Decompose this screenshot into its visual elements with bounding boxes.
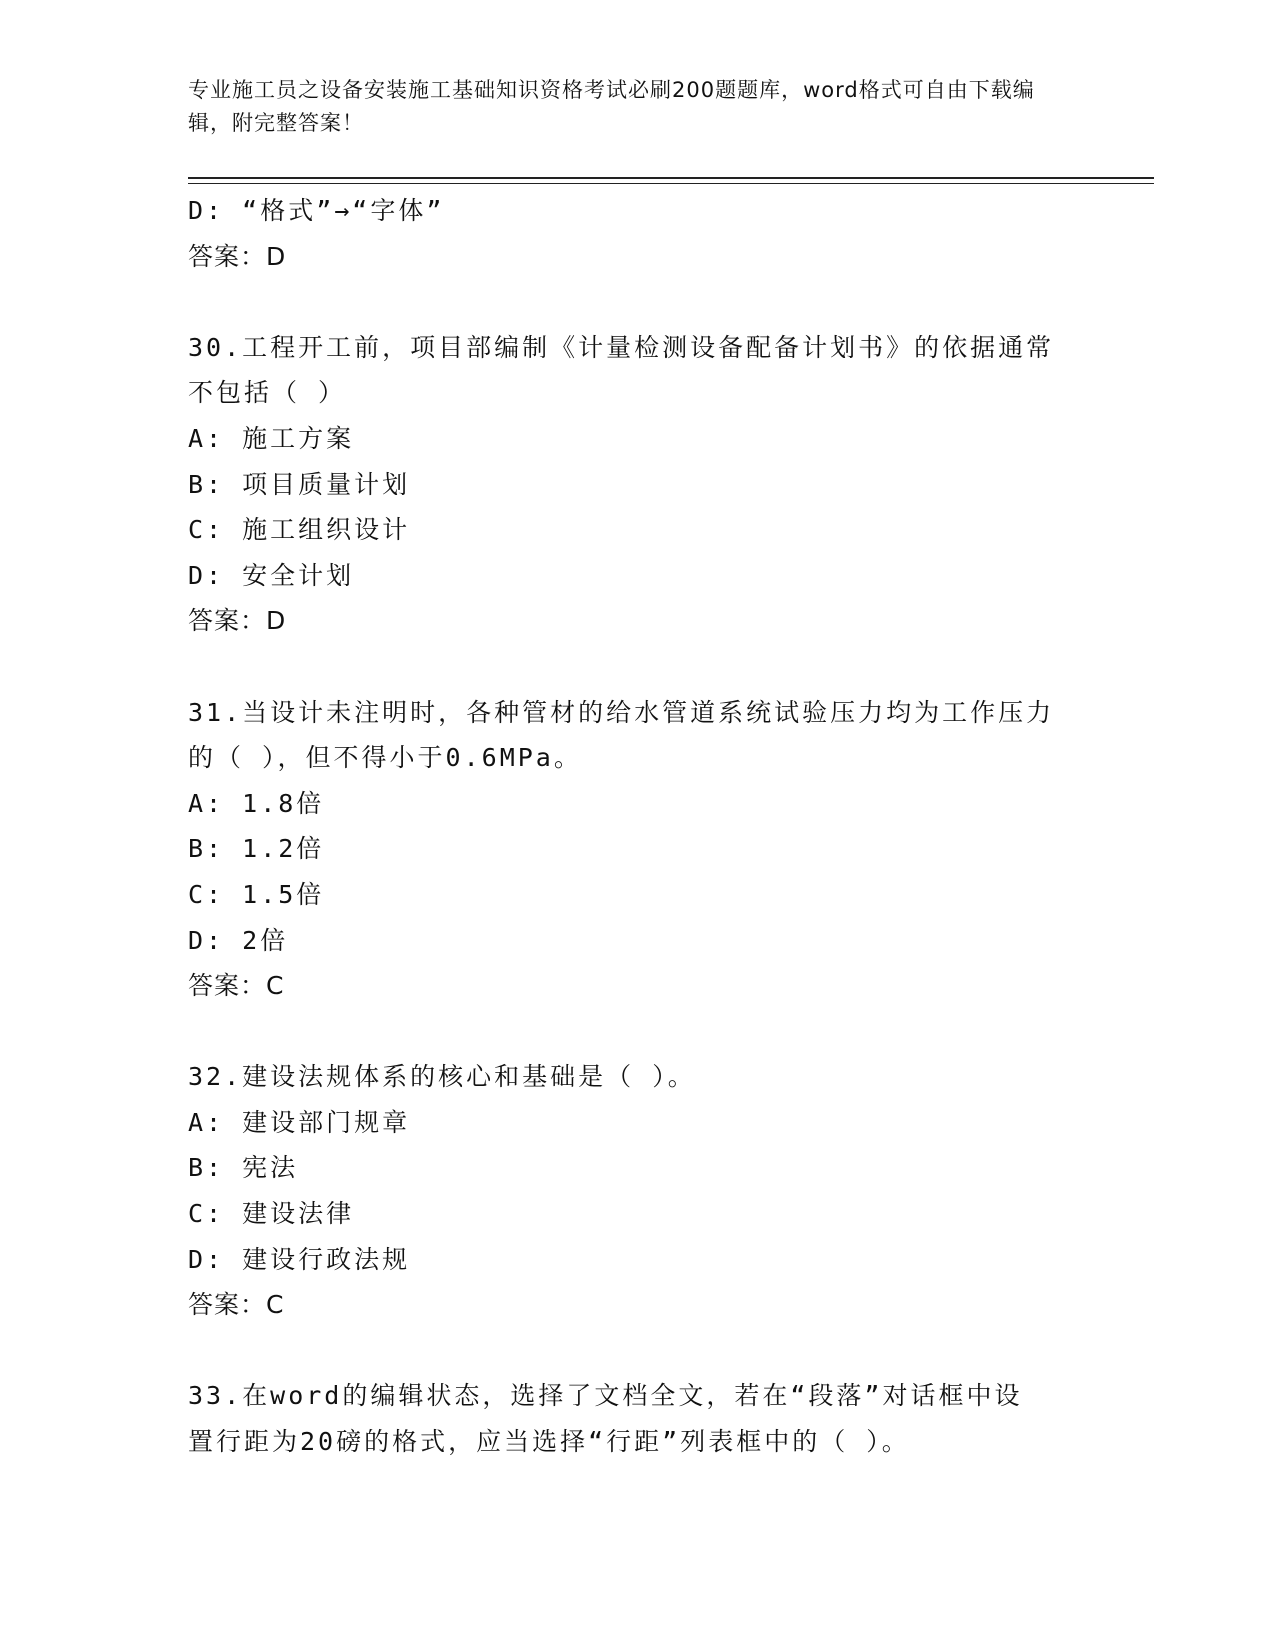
option: A: 1.8倍 [188,788,325,818]
header-divider-thin [188,183,1154,184]
question-list [188,188,1108,1465]
answer: 答案：C [188,1290,285,1320]
document-header: 专业施工员之设备安装施工基础知识资格考试必刷200题题库，word格式可自由下载编辑，附完整答案！ [188,78,1035,135]
spacer [188,644,1108,690]
option: D: 建设行政法规 [188,1244,411,1274]
spacer [188,279,1108,325]
header-divider [188,177,1154,179]
question-block [188,690,1108,1009]
option: A: 施工方案 [188,423,355,453]
question-text: 的（ ），但不得小于0.6MPa。 [188,743,582,773]
question-block [188,325,1108,644]
question-text: 置行距为20磅的格式，应当选择“行距”列表框中的（ ）。 [188,1427,910,1457]
spacer [188,1009,1108,1055]
question-text: 33.在word的编辑状态，选择了文档全文，若在“段落”对话框中设 [188,1381,1023,1411]
spacer [188,1328,1108,1374]
answer: 答案：D [188,606,287,636]
option: B: 1.2倍 [188,834,325,864]
option: D: 2倍 [188,925,289,955]
question-block [188,188,1108,279]
question-block [188,1373,1108,1464]
question-text: 30.工程开工前，项目部编制《计量检测设备配备计划书》的依据通常 [188,332,1055,362]
question-text: 31.当设计未注明时，各种管材的给水管道系统试验压力均为工作压力 [188,697,1055,727]
option: C: 施工组织设计 [188,515,411,545]
answer: 答案：C [188,971,285,1001]
option: D: “格式”→“字体” [188,196,445,225]
question-block [188,1054,1108,1328]
option: D: 安全计划 [188,560,355,590]
option: B: 项目质量计划 [188,469,411,499]
answer: 答案：D [188,241,287,271]
option: C: 建设法律 [188,1199,355,1229]
option: C: 1.5倍 [188,879,325,909]
question-text: 32.建设法规体系的核心和基础是（ ）。 [188,1062,696,1092]
option: B: 宪法 [188,1153,299,1183]
option: A: 建设部门规章 [188,1107,411,1137]
question-text: 不包括（ ） [188,378,347,408]
